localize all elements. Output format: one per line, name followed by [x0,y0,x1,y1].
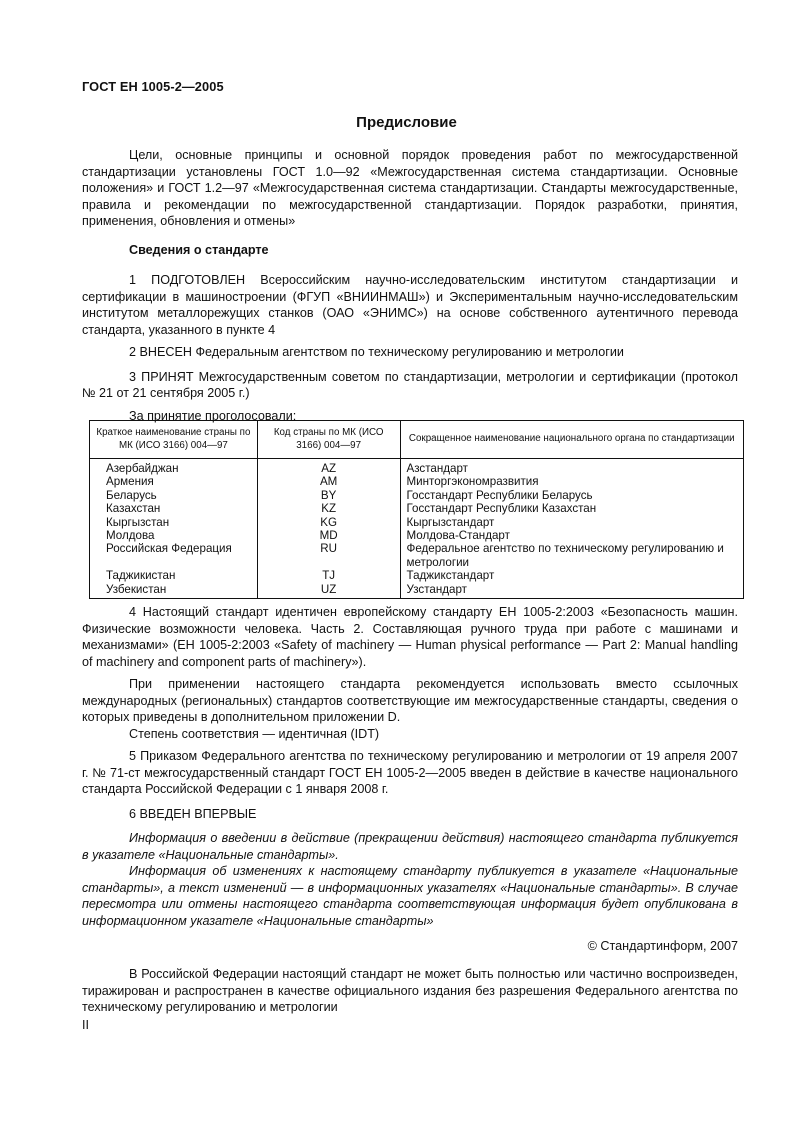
cell-code: RU [257,542,400,569]
page-number: II [82,1018,89,1032]
table-row [90,475,744,488]
cell-code: BY [257,489,400,502]
cell-body: Азстандарт [400,459,743,476]
cell-country: Армения [90,475,258,488]
table-row [90,569,744,582]
cell-country: Узбекистан [90,583,258,599]
table-header-row [90,421,744,459]
cell-country: Таджикистан [90,569,258,582]
legal-block [82,966,738,1016]
table-row [90,516,744,529]
item-1: 1 ПОДГОТОВЛЕН Всероссийским научно-исследовательским институтом стандартизации и сертификации в машиностроении (ФГУП «ВНИИНМАШ») и Экспериментальным научно-исследовательским институтом металлорежущих станков (ОАО «ЭНИМС») на основе собственного аутентичного перевода стандарта, указанного в пункте 4 [82,273,738,337]
vote-table-wrap [89,420,744,599]
table-row [90,459,744,476]
cell-country: Молдова [90,529,258,542]
vote-table [89,420,744,599]
cell-code: TJ [257,569,400,582]
section-title: Сведения о стандарте [129,243,269,257]
item-4-paragraph-3: Степень соответствия — идентичная (IDT) [129,726,380,741]
info-paragraph-1: Информация о введении в действие (прекращении действия) настоящего стандарта публикуется в указателе «Национальные стандарты». [82,831,738,862]
cell-code: AM [257,475,400,488]
cell-country: Азербайджан [90,459,258,476]
table-row [90,502,744,515]
cell-body: Федеральное агентство по техническому регулированию и метрологии [400,542,743,569]
page-title: Предисловие [356,114,457,131]
cell-body: Кыргызстандарт [400,516,743,529]
item-5: 5 Приказом Федерального агентства по техническому регулированию и метрологии от 19 апреля 2007 г. № 71-ст межгосударственный стандарт ГОСТ ЕН 1005-2—2005 введен в действие в качестве национального стандарта Российской Федерации с 1 января 2008 г. [82,749,738,796]
cell-body: Таджикстандарт [400,569,743,582]
header-body: Сокращенное наименование национального органа по стандартизации [400,421,743,459]
cell-body: Минторгэкономразвития [400,475,743,488]
table-row [90,489,744,502]
cell-country: Российская Федерация [90,542,258,569]
item-4: 4 Настоящий стандарт идентичен европейскому стандарту ЕН 1005-2:2003 «Безопасность машин. Физические возможности человека. Часть 2. Составляющая ручного труда при работе с машинами и механизмами» (EH 1005-2:2003 «Safety of machinery — Human physical performance — Part 2: Manual handling of machinery and component parts of machinery»). [82,605,738,669]
cell-country: Беларусь [90,489,258,502]
copyright-block [82,938,738,955]
item-4-paragraph-2: При применении настоящего стандарта рекомендуется использовать вместо ссылочных международных (региональных) стандартов соответствующие им межгосударственные стандарты, сведения о которых приведены в дополнительном приложении D. [82,677,738,724]
cell-body: Госстандарт Республики Беларусь [400,489,743,502]
cell-country: Казахстан [90,502,258,515]
table-row [90,542,744,569]
document-header: ГОСТ ЕН 1005-2—2005 [82,79,224,94]
cell-code: AZ [257,459,400,476]
header-code: Код страны по МК (ИСО 3166) 004—97 [257,421,400,459]
table-row [90,529,744,542]
vote-label: За принятие проголосовали: [129,408,297,423]
cell-body: Узстандарт [400,583,743,599]
items-block-bottom [82,604,738,822]
item-2: 2 ВНЕСЕН Федеральным агентством по техническому регулированию и метрологии [129,345,624,359]
cell-code: UZ [257,583,400,599]
copyright: © Стандартинформ, 2007 [587,939,738,953]
items-block-top [82,272,738,424]
header-country: Краткое наименование страны по МК (ИСО 3166) 004—97 [90,421,258,459]
info-paragraph-2: Информация об изменениях к настоящему стандарту публикуется в указателе «Национальные стандарты», а текст изменений — в информационных указателях «Национальные стандарты». В случае пересмотра или отмены настоящего стандарта соответствующая информация будет опубликована в информационном указателе «Национальные стандарты» [82,864,738,928]
table-row [90,583,744,599]
legal-notice: В Российской Федерации настоящий стандарт не может быть полностью или частично воспроизведен, тиражирован и распространен в качестве официального издания без разрешения Федерального агентства по техническому регулированию и метрологии [82,967,738,1014]
item-6: 6 ВВЕДЕН ВПЕРВЫЕ [129,806,257,821]
intro-block [82,147,738,230]
cell-country: Кыргызстан [90,516,258,529]
cell-body: Молдова-Стандарт [400,529,743,542]
cell-code: KZ [257,502,400,515]
cell-code: KG [257,516,400,529]
info-block [82,830,738,929]
item-3: 3 ПРИНЯТ Межгосударственным советом по стандартизации, метрологии и сертификации (протокол № 21 от 21 сентября 2005 г.) [82,369,738,400]
cell-body: Госстандарт Республики Казахстан [400,502,743,515]
intro-paragraph: Цели, основные принципы и основной порядок проведения работ по межгосударственной стандартизации установлены ГОСТ 1.0—92 «Межгосударственная система стандартизации. Основные положения» и ГОСТ 1.2—97 «Межгосударственная система стандартизации. Стандарты межгосударственные, правила и рекомендации по межгосударственной стандартизации. Порядок разработки, принятия, применения, обновления и отмены» [82,148,738,228]
section-heading-block [82,242,738,259]
cell-code: MD [257,529,400,542]
